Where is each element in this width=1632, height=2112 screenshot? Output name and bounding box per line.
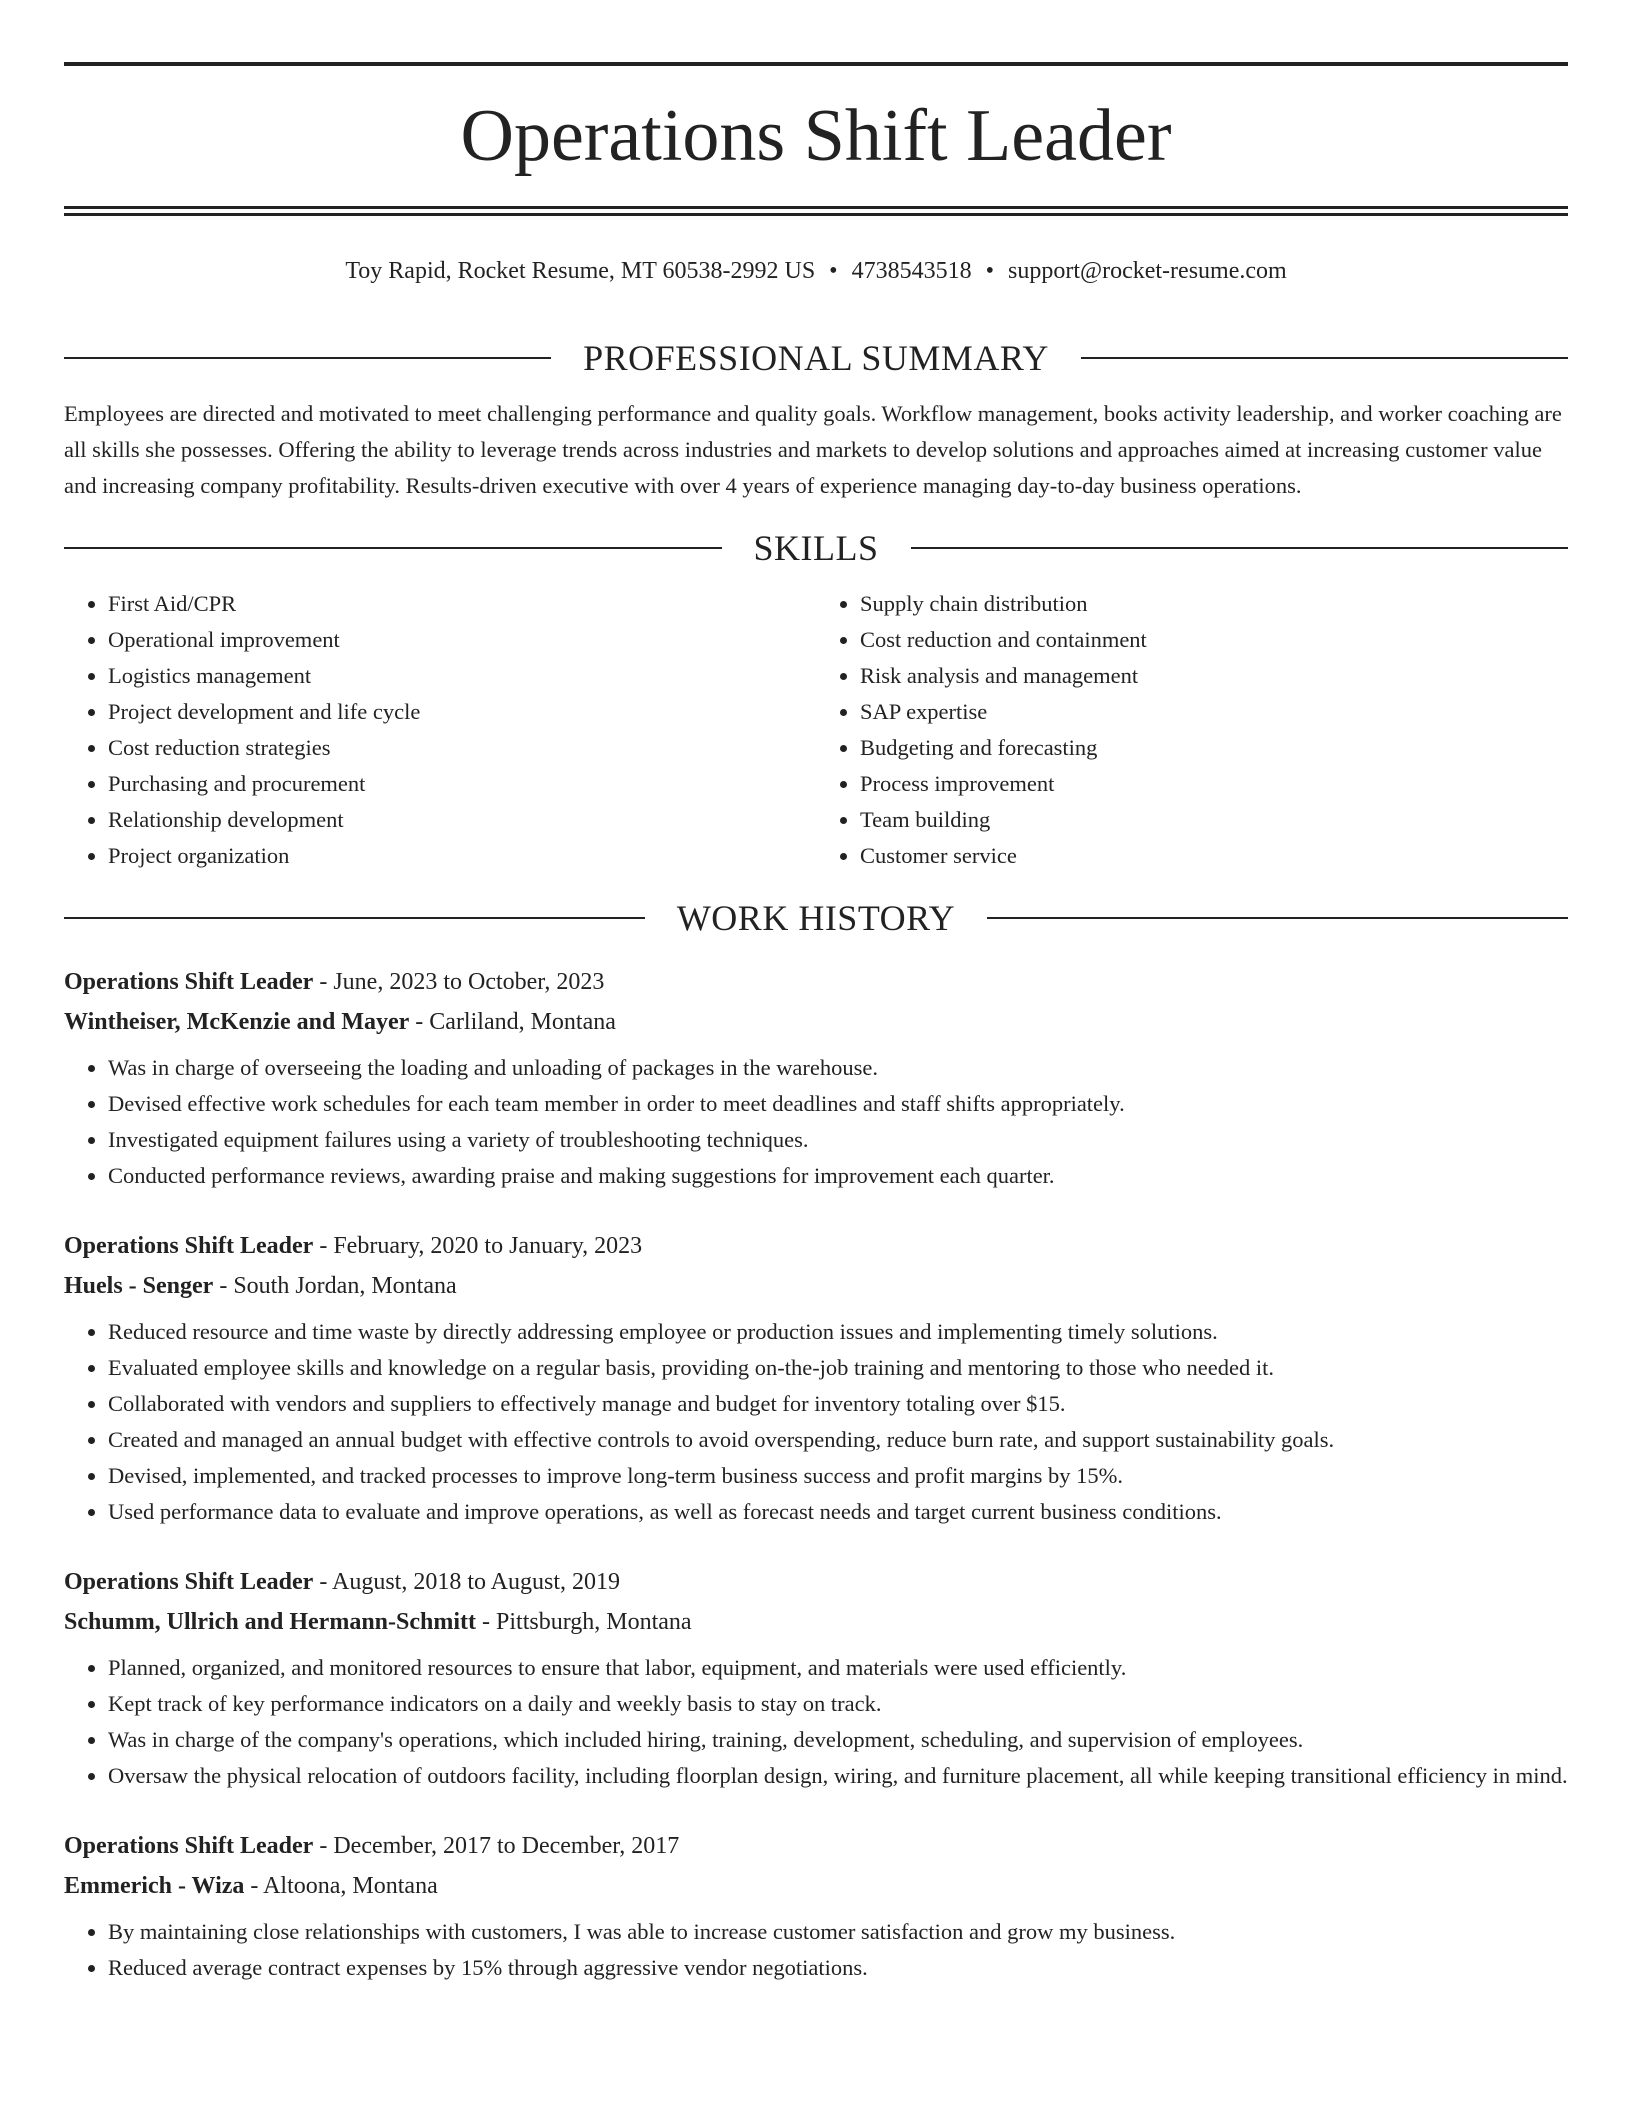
skill-item: • Operational improvement bbox=[108, 622, 816, 658]
skill-item: • Supply chain distribution bbox=[860, 586, 1568, 622]
job-bullet: • Conducted performance reviews, awarding praise and making suggestions for improvement each quarter. bbox=[108, 1158, 1568, 1194]
job-company-line bbox=[64, 1002, 1568, 1042]
skill-item: • Team building bbox=[860, 802, 1568, 838]
contact-line bbox=[64, 254, 1568, 288]
job-location: Altoona, Montana bbox=[263, 1873, 438, 1899]
job-company: Huels - Senger bbox=[64, 1273, 214, 1299]
skills-column-right bbox=[816, 586, 1568, 874]
skill-item: • Cost reduction and containment bbox=[860, 622, 1568, 658]
divider bbox=[64, 357, 551, 359]
dash: - bbox=[313, 1233, 334, 1259]
job-location: Carliland, Montana bbox=[429, 1009, 616, 1035]
skills-list bbox=[64, 586, 1568, 874]
dash: - bbox=[213, 1273, 234, 1299]
skill-item: • Process improvement bbox=[860, 766, 1568, 802]
summary-heading: PROFESSIONAL SUMMARY bbox=[583, 338, 1049, 378]
job-bullet: • By maintaining close relationships with customers, I was able to increase customer satisfaction and grow my business. bbox=[108, 1914, 1568, 1950]
job-entry bbox=[64, 1826, 1568, 1986]
job-company: Emmerich - Wiza bbox=[64, 1873, 245, 1899]
job-bullet: • Reduced resource and time waste by directly addressing employee or production issues and implementing timely solutions. bbox=[108, 1314, 1568, 1350]
divider bbox=[987, 917, 1568, 919]
job-title: Operations Shift Leader bbox=[64, 969, 314, 995]
job-bullet: • Used performance data to evaluate and improve operations, as well as forecast needs and target current business conditions. bbox=[108, 1494, 1568, 1530]
skill-item: • Budgeting and forecasting bbox=[860, 730, 1568, 766]
summary-section-header bbox=[64, 334, 1568, 382]
work-heading: WORK HISTORY bbox=[676, 898, 956, 938]
skill-item: • Purchasing and procurement bbox=[108, 766, 816, 802]
divider bbox=[911, 547, 1569, 549]
job-bullets bbox=[64, 1650, 1568, 1794]
job-company-line bbox=[64, 1602, 1568, 1642]
dash: - bbox=[476, 1609, 497, 1635]
job-title: Operations Shift Leader bbox=[64, 1233, 314, 1259]
contact-email: support@rocket-resume.com bbox=[1007, 258, 1287, 284]
skill-item: • Cost reduction strategies bbox=[108, 730, 816, 766]
contact-separator: • bbox=[985, 258, 994, 284]
job-bullet: • Kept track of key performance indicators on a daily and weekly basis to stay on track. bbox=[108, 1686, 1568, 1722]
work-history-list bbox=[64, 962, 1568, 1986]
skill-item: • Customer service bbox=[860, 838, 1568, 874]
job-bullet: • Oversaw the physical relocation of outdoors facility, including floorplan design, wiring, and furniture placement, all while keeping transitional efficiency in mind. bbox=[108, 1758, 1568, 1794]
skills-heading: SKILLS bbox=[753, 528, 879, 568]
skill-item: • Relationship development bbox=[108, 802, 816, 838]
work-section-header bbox=[64, 894, 1568, 942]
job-bullet: • Reduced average contract expenses by 15% through aggressive vendor negotiations. bbox=[108, 1950, 1568, 1986]
job-bullet: • Investigated equipment failures using a variety of troubleshooting techniques. bbox=[108, 1122, 1568, 1158]
job-bullet: • Collaborated with vendors and suppliers to effectively manage and budget for inventory totaling over $15. bbox=[108, 1386, 1568, 1422]
job-dates: June, 2023 to October, 2023 bbox=[333, 969, 605, 995]
job-company-line bbox=[64, 1266, 1568, 1306]
job-bullet: • Evaluated employee skills and knowledge on a regular basis, providing on-the-job training and mentoring to those who needed it. bbox=[108, 1350, 1568, 1386]
title-double-rule bbox=[64, 206, 1568, 216]
skill-item: • Logistics management bbox=[108, 658, 816, 694]
dash: - bbox=[313, 969, 334, 995]
dash: - bbox=[313, 1569, 332, 1595]
contact-separator: • bbox=[829, 258, 838, 284]
contact-phone: 4738543518 bbox=[851, 258, 972, 284]
summary-text: Employees are directed and motivated to meet challenging performance and quality goals. Workflow management, books activity leadership, and worker coaching are all skills she possesses. Offering the ability to leverage trends across industries and markets to develop solutions and approaches aimed at increasing customer value and increasing company profitability. Results-driven executive with over 4 years of experience managing day-to-day business operations. bbox=[64, 401, 1562, 498]
job-title: Operations Shift Leader bbox=[64, 1833, 314, 1859]
job-bullet: • Created and managed an annual budget with effective controls to avoid overspending, reduce burn rate, and support sustainability goals. bbox=[108, 1422, 1568, 1458]
skills-section-header bbox=[64, 524, 1568, 572]
job-title: Operations Shift Leader bbox=[64, 1569, 314, 1595]
dash: - bbox=[409, 1009, 430, 1035]
contact-address: Toy Rapid, Rocket Resume, MT 60538-2992 US bbox=[345, 258, 816, 284]
job-bullet: • Was in charge of the company's operations, which included hiring, training, development, scheduling, and supervision of employees. bbox=[108, 1722, 1568, 1758]
dash: - bbox=[244, 1873, 264, 1899]
job-company: Schumm, Ullrich and Hermann-Schmitt bbox=[64, 1609, 477, 1635]
job-bullets bbox=[64, 1050, 1568, 1194]
job-dates: December, 2017 to December, 2017 bbox=[333, 1833, 680, 1859]
divider bbox=[64, 917, 645, 919]
job-title-line bbox=[64, 962, 1568, 1002]
job-location: Pittsburgh, Montana bbox=[496, 1609, 692, 1635]
job-entry bbox=[64, 1562, 1568, 1794]
job-entry bbox=[64, 962, 1568, 1194]
job-title-line bbox=[64, 1226, 1568, 1266]
job-title-line bbox=[64, 1826, 1568, 1866]
job-company: Wintheiser, McKenzie and Mayer bbox=[64, 1009, 410, 1035]
page-title: Operations Shift Leader bbox=[460, 95, 1172, 177]
skill-item: • Project development and life cycle bbox=[108, 694, 816, 730]
job-dates: August, 2018 to August, 2019 bbox=[332, 1569, 621, 1595]
job-dates: February, 2020 to January, 2023 bbox=[333, 1233, 643, 1259]
skill-item: • First Aid/CPR bbox=[108, 586, 816, 622]
divider bbox=[64, 547, 722, 549]
job-bullets bbox=[64, 1314, 1568, 1530]
job-location: South Jordan, Montana bbox=[233, 1273, 457, 1299]
job-bullets bbox=[64, 1914, 1568, 1986]
job-bullet: • Devised, implemented, and tracked processes to improve long-term business success and profit margins by 15%. bbox=[108, 1458, 1568, 1494]
skills-column-left bbox=[64, 586, 816, 874]
job-bullet: • Devised effective work schedules for each team member in order to meet deadlines and staff shifts appropriately. bbox=[108, 1086, 1568, 1122]
skill-item: • SAP expertise bbox=[860, 694, 1568, 730]
divider bbox=[1081, 357, 1568, 359]
dash: - bbox=[313, 1833, 334, 1859]
skill-item: • Risk analysis and management bbox=[860, 658, 1568, 694]
skill-item: • Project organization bbox=[108, 838, 816, 874]
job-bullet: • Was in charge of overseeing the loading and unloading of packages in the warehouse. bbox=[108, 1050, 1568, 1086]
job-title-line bbox=[64, 1562, 1568, 1602]
job-bullet: • Planned, organized, and monitored resources to ensure that labor, equipment, and materials were used efficiently. bbox=[108, 1650, 1568, 1686]
job-entry bbox=[64, 1226, 1568, 1530]
job-company-line bbox=[64, 1866, 1568, 1906]
